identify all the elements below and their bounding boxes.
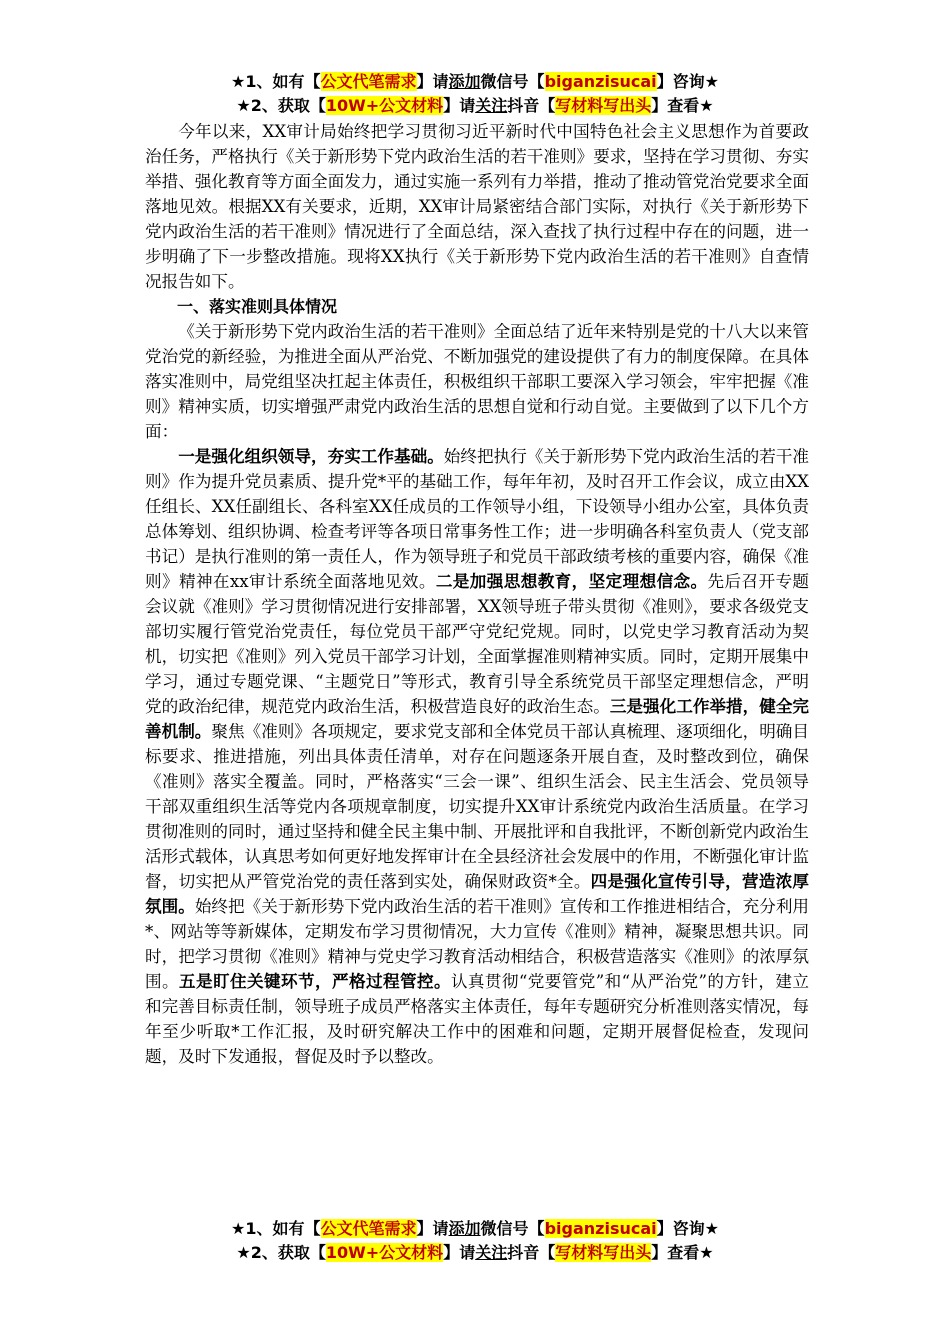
- point-text: 认真贯彻“党要管党”和“从严治党”的方针，建立和完善目标责任制，领导班子成员严格落实主体责任，每年专题研究分析准则落实情况，每年至少听取*工作汇报，及时研究解决工作中的困难和问题，定期开展督促检查，发现问题，及时下发通报，督促及时予以整改。: [145, 972, 810, 1066]
- promo-highlight: biganzisucai: [544, 1219, 657, 1238]
- promo-underline: 关注: [475, 96, 508, 115]
- promo-highlight: 公文代笔需求: [320, 1219, 417, 1238]
- promo-line-1: [100, 70, 850, 94]
- promo-text: 抖音【: [507, 96, 556, 115]
- promo-underline: 关注: [475, 1243, 508, 1262]
- promo-text: 】查看★: [651, 96, 714, 115]
- promo-highlight: 10W+公文材料: [325, 1243, 444, 1262]
- promo-text: ★1、如有【: [231, 1219, 321, 1238]
- promo-text: 微信号【: [480, 72, 545, 91]
- promo-highlight: 写材料写出头: [555, 1243, 652, 1262]
- promo-text: 】咨询★: [656, 72, 719, 91]
- point-title: 五是盯住关键环节，严格过程管控。: [179, 972, 451, 991]
- promo-line-2: [100, 94, 850, 118]
- promo-text: 】请: [416, 1219, 449, 1238]
- point-title: 三是强化工作举措，健全完善机制。: [145, 697, 810, 741]
- section-heading: 一、落实准则具体情况: [177, 297, 338, 316]
- point-text: 始终把执行《关于新形势下党内政治生活的若干准则》作为提升党员素质、提升党*平的基础工作，每年年初，及时召开工作会议，成立由XX任组长、XX任副组长、各科室XX任成员的工作领导小组，下设领导小组办公室，具体负责总体筹划、组织协调、检查考评等各项日常事务性工作；进一步明确各科室负责人（党支部书记）是执行准则的第一责任人，作为领导班子和党员干部政绩考核的重要内容，确保《准则》精神在xx审计系统全面落地见效。: [145, 447, 810, 591]
- promo-text: 】咨询★: [656, 1219, 719, 1238]
- point-text: 先后召开专题会议就《准则》学习贯彻情况进行安排部署，XX领导班子带头贯彻《准则》，要求各级党支部切实履行管党治党责任，每位党员干部严守党纪党规。同时，以党史学习教育活动为契机，切实把《准则》列入党员干部学习计划，全面掌握准则精神实质。同时，定期开展集中学习，通过专题党课、“主题党日”等形式，教育引导全系统党员干部坚定理想信念，严明党的政治纪律，规范党内政治生活，积极营造良好的政治生态。: [145, 572, 810, 716]
- intro-paragraph: 今年以来，XX审计局始终把学习贯彻习近平新时代中国特色社会主义思想作为首要政治任务，严格执行《关于新形势下党内政治生活的若干准则》要求，坚持在学习贯彻、夯实举措、强化教育等方面全面发力，通过实施一系列有力举措，推动了推动管党治党要求全面落地见效。根据XX有关要求，近期，XX审计局紧密结合部门实际，对执行《关于新形势下党内政治生活的若干准则》情况进行了全面总结，深入查找了执行过程中存在的问题，进一步明确了下一步整改措施。现将XX执行《关于新形势下党内政治生活的若干准则》自查情况报告如下。: [145, 122, 809, 291]
- section-intro-paragraph: 《关于新形势下党内政治生活的若干准则》全面总结了近年来特别是党的十八大以来管党治党的新经验，为推进全面从严治党、不断加强党的建设提供了有力的制度保障。在具体落实准则中，局党组坚决扛起主体责任，积极组织干部职工要深入学习领会，牢牢把握《准则》精神实质，切实增强严肃党内政治生活的思想自觉和行动自觉。主要做到了以下几个方面：: [145, 322, 809, 441]
- point-text: 始终把《关于新形势下党内政治生活的若干准则》宣传和工作推进相结合，充分利用*、网站等等新媒体，定期发布学习贯彻情况，大力宣传《准则》精神，凝聚思想共识。同时，把学习贯彻《准则》精神与党史学习教育活动相结合，积极营造落实《准则》的浓厚氛围。: [145, 897, 810, 991]
- promo-highlight: biganzisucai: [544, 72, 657, 91]
- promo-text: 】请: [443, 1243, 476, 1262]
- promo-line-1-bottom: [100, 1217, 850, 1241]
- promo-line-2-bottom: [100, 1241, 850, 1265]
- promo-text: ★2、获取【: [236, 96, 326, 115]
- measures-paragraph: [145, 444, 809, 1069]
- promo-text: 】查看★: [651, 1243, 714, 1262]
- promo-text: 微信号【: [480, 1219, 545, 1238]
- promo-underline: 添加: [448, 72, 481, 91]
- point-title: 一是强化组织领导，夯实工作基础。: [178, 447, 444, 466]
- promo-text: ★2、获取【: [236, 1243, 326, 1262]
- point-title: 四是强化宣传引导，营造浓厚氛围。: [145, 872, 810, 916]
- promo-underline: 添加: [448, 1219, 481, 1238]
- document-body: [145, 119, 809, 1069]
- promo-text: 】请: [443, 96, 476, 115]
- point-title: 二是加强思想教育，坚定理想信念。: [435, 572, 708, 591]
- promo-text: ★1、如有【: [231, 72, 321, 91]
- promo-text: 】请: [416, 72, 449, 91]
- promo-highlight: 公文代笔需求: [320, 72, 417, 91]
- point-text: 聚焦《准则》各项规定，要求党支部和全体党员干部认真梳理、逐项细化，明确目标要求、推进措施，列出具体责任清单，对存在问题逐条开展自查，及时整改到位，确保《准则》落实全覆盖。同时，严格落实“三会一课”、组织生活会、民主生活会、党员领导干部双重组织生活等党内各项规章制度，切实提升XX审计系统党内政治生活质量。在学习贯彻准则的同时，通过坚持和健全民主集中制、开展批评和自我批评，不断创新党内政治生活形式载体，认真思考如何更好地发挥审计在全县经济社会发展中的作用，不断强化审计监督，切实把从严管党治党的责任落到实处，确保财政资*全。: [145, 722, 810, 891]
- promo-text: 抖音【: [507, 1243, 556, 1262]
- promo-highlight: 10W+公文材料: [325, 96, 444, 115]
- promo-highlight: 写材料写出头: [555, 96, 652, 115]
